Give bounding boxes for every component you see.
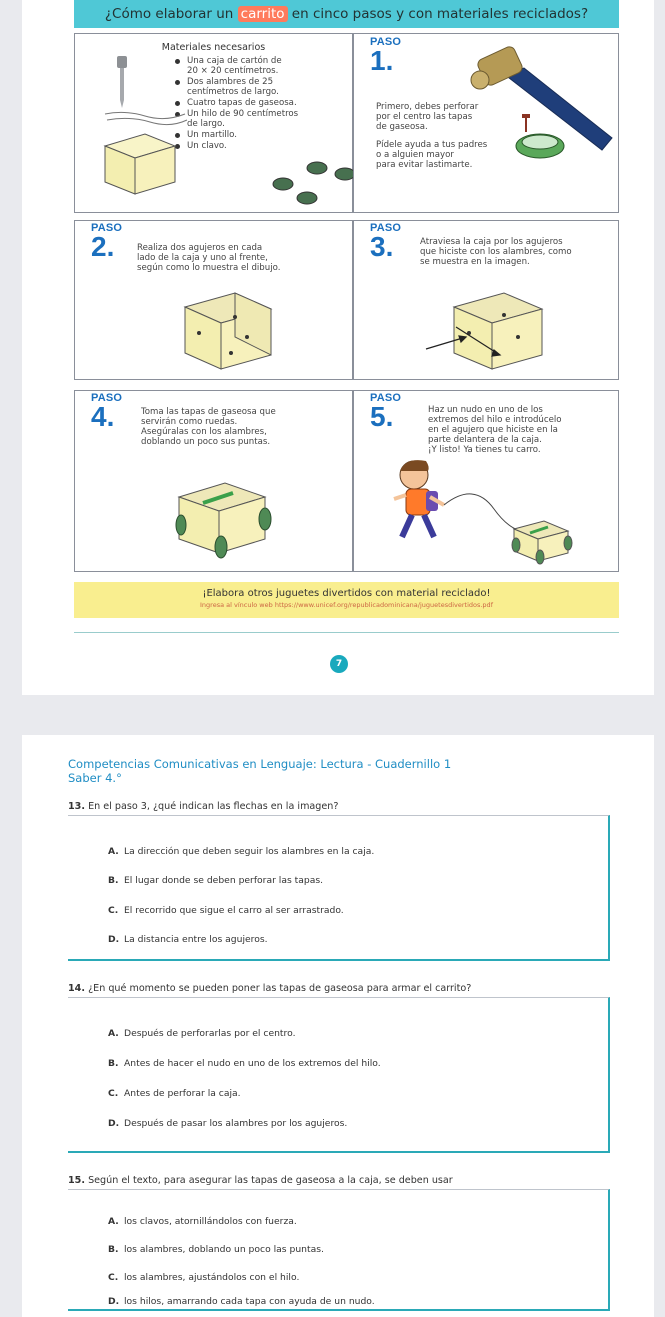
step-4-box — [74, 390, 353, 572]
page-title — [74, 0, 619, 28]
material-item: Cuatro tapas de gaseosa. — [173, 98, 298, 108]
step-5-label: PASO 5. — [370, 392, 402, 432]
option-15b[interactable]: B. los alambres, doblando un poco las puntas. — [108, 1244, 324, 1255]
materials-box — [74, 33, 353, 213]
option-14b[interactable]: B. Antes de hacer el nudo en uno de los extremos del hilo. — [108, 1058, 381, 1069]
recycled-toys-banner — [74, 582, 619, 618]
option-13b[interactable]: B. El lugar donde se deben perforar las tapas. — [108, 875, 324, 886]
grade-header: Saber 4.° — [68, 771, 122, 785]
materials-heading: Materiales necesarios — [161, 42, 266, 53]
step-3-box — [353, 220, 619, 380]
option-14c[interactable]: C. Antes de perforar la caja. — [108, 1088, 241, 1099]
option-13a[interactable]: A. La dirección que deben seguir los alambres en la caja. — [108, 846, 375, 857]
material-item: Un clavo. — [173, 141, 298, 151]
questions-page — [22, 735, 654, 1317]
wire-icon — [105, 112, 187, 124]
step-5-box — [353, 390, 619, 572]
option-14a[interactable]: A. Después de perforarlas por el centro. — [108, 1028, 296, 1039]
material-item: Un hilo de 90 centímetros de largo. — [173, 109, 298, 129]
box-with-wheels-illustration — [75, 391, 354, 573]
step-3-text: Atraviesa la caja por los agujeros que hiciste con los alambres, como se muestra en la imagen. — [420, 237, 572, 267]
banner-title: ¡Elabora otros juguetes divertidos con material reciclado! — [202, 588, 491, 599]
option-14d[interactable]: D. Después de pasar los alambres por los agujeros. — [108, 1118, 348, 1129]
title-text-start: ¿Cómo elaborar un — [104, 6, 238, 22]
question-14-options — [68, 997, 610, 1153]
option-15a[interactable]: A. los clavos, atornillándolos con fuerza. — [108, 1216, 297, 1227]
option-15c[interactable]: C. los alambres, ajustándolos con el hilo. — [108, 1272, 300, 1283]
hammer-illustration — [354, 34, 620, 214]
step-4-label: PASO 4. — [91, 392, 123, 432]
step-4-text: Toma las tapas de gaseosa que servirán como ruedas. Asegúralas con los alambres, doblando un poco sus puntas. — [141, 407, 276, 447]
page-number-badge: 7 — [330, 655, 348, 673]
question-13-options — [68, 815, 610, 961]
bottle-cap-icon — [273, 162, 354, 204]
step-1-label: PASO 1. — [370, 36, 402, 76]
worksheet-page-7 — [22, 0, 654, 695]
booklet-header: Competencias Comunicativas en Lenguaje: Lectura - Cuadernillo 1 — [68, 757, 452, 771]
option-13d[interactable]: D. La distancia entre los agujeros. — [108, 934, 268, 945]
step-5-text: Haz un nudo en uno de los extremos del hilo e introdúcelo en el agujero que hiciste en la parte delantera de la caja. ¡Y listo! Ya tienes tu carro. — [428, 405, 562, 455]
title-highlight: carrito — [238, 6, 288, 22]
material-item: Dos alambres de 25 centímetros de largo. — [173, 77, 298, 97]
question-14: 14. ¿En qué momento se pueden poner las tapas de gaseosa para armar el carrito? — [68, 983, 472, 994]
title-text-end: en cinco pasos y con materiales reciclados? — [287, 6, 589, 22]
step-1-box — [353, 33, 619, 213]
step-2-box — [74, 220, 353, 380]
cardboard-box-icon — [105, 134, 175, 194]
step-3-label: PASO 3. — [370, 222, 402, 262]
option-15d[interactable]: D. los hilos, amarrando cada tapa con ayuda de un nudo. — [108, 1296, 375, 1307]
option-13c[interactable]: C. El recorrido que sigue el carro al ser arrastrado. — [108, 905, 344, 916]
material-item: Un martillo. — [173, 130, 298, 140]
nail-small-icon — [522, 114, 530, 132]
kid-pulling-car-illustration — [354, 391, 620, 573]
question-15: 15. Según el texto, para asegurar las tapas de gaseosa a la caja, se deben usar — [68, 1175, 453, 1186]
step-1-text: Primero, debes perforar por el centro las tapas de gaseosa. Pídele ayuda a tus padres o a alguien mayor para evitar lastimarte. — [376, 102, 488, 170]
question-15-options — [68, 1189, 610, 1311]
kid-icon — [394, 460, 444, 537]
banner-link[interactable]: Ingresa al vínculo web https://www.unicef.org/republicadominicana/juguetesdivertidos.pdf — [200, 601, 493, 609]
box-with-holes-illustration — [75, 221, 354, 381]
bottle-cap-big-icon — [516, 134, 564, 158]
step-2-label: PASO 2. — [91, 222, 123, 262]
nail-icon — [117, 56, 127, 108]
material-item: Una caja de cartón de 20 × 20 centímetros. — [173, 56, 298, 76]
materials-illustration — [75, 34, 354, 214]
step-2-text: Realiza dos agujeros en cada lado de la caja y uno al frente, según como lo muestra el dibujo. — [137, 243, 281, 273]
question-13: 13. En el paso 3, ¿qué indican las flechas en la imagen? — [68, 801, 339, 812]
finished-car-icon — [512, 521, 572, 564]
box-with-arrows-illustration — [354, 221, 620, 381]
divider — [74, 632, 619, 633]
